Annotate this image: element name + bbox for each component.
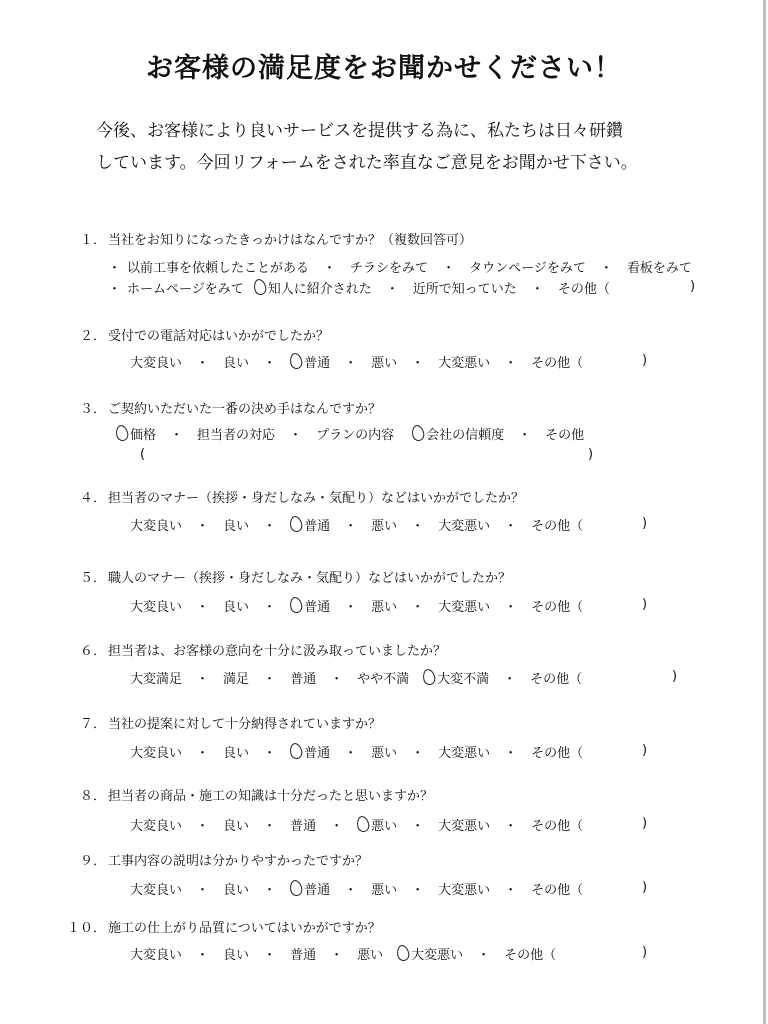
option-average[interactable]: 普通 xyxy=(304,356,331,371)
bullet: ・ xyxy=(411,600,425,615)
question-text: 施工の仕上がり品質についてはいかがですか？ xyxy=(108,921,381,936)
bullet: ・ xyxy=(504,746,518,761)
bullet: ・ xyxy=(344,883,358,898)
question-number: １０． xyxy=(66,921,106,936)
question-text: 担当者の商品・施工の知識は十分だったと思いますか？ xyxy=(108,789,434,804)
close-paren: ) xyxy=(690,279,696,294)
bullet: ・ xyxy=(518,428,532,443)
option-good[interactable]: 良い xyxy=(223,600,250,615)
bullet: ・ xyxy=(504,519,518,534)
close-paren: ) xyxy=(588,447,594,462)
page-title: お客様の満足度をお聞かせください！ xyxy=(146,53,622,84)
option-other[interactable]: その他（ xyxy=(531,883,584,898)
q1-options-row-2 xyxy=(108,278,610,297)
bullet: ・ xyxy=(442,261,456,276)
close-paren: ) xyxy=(672,669,678,684)
bullet: ・ xyxy=(196,600,210,615)
q3-options xyxy=(116,424,584,443)
option-average[interactable]: 普通 xyxy=(304,519,331,534)
question-number: ４． xyxy=(79,491,106,506)
option-bad[interactable]: 悪い xyxy=(371,883,398,898)
bullet: ・ xyxy=(344,356,358,371)
q9-options xyxy=(130,879,583,898)
question-1 xyxy=(66,229,472,248)
option-bad[interactable]: 悪い xyxy=(357,948,384,963)
bullet: ・ xyxy=(196,819,210,834)
bullet: ・ xyxy=(385,282,399,297)
option-other[interactable]: その他（ xyxy=(531,600,584,615)
handwritten-circle-mark xyxy=(289,352,304,370)
option-good[interactable]: 良い xyxy=(223,948,250,963)
q1-options-row-1 xyxy=(108,257,692,276)
bullet: ・ xyxy=(330,948,344,963)
option-average[interactable]: 普通 xyxy=(304,883,331,898)
question-7 xyxy=(66,713,381,732)
bullet: ・ xyxy=(108,282,122,297)
close-paren: ) xyxy=(642,945,648,960)
bullet: ・ xyxy=(411,519,425,534)
bullet: ・ xyxy=(344,746,358,761)
option-very-bad[interactable]: 大変悪い xyxy=(438,883,491,898)
bullet: ・ xyxy=(344,519,358,534)
q8-options xyxy=(130,815,583,834)
handwritten-circle-mark xyxy=(422,668,437,686)
question-2 xyxy=(66,325,329,344)
option-previous-work[interactable]: 以前工事を依頼したことがある xyxy=(127,261,310,276)
bullet: ・ xyxy=(263,819,277,834)
bullet: ・ xyxy=(477,948,491,963)
option-very-good[interactable]: 大変良い xyxy=(130,356,183,371)
question-number: ５． xyxy=(79,571,106,586)
option-other[interactable]: その他（ xyxy=(504,948,557,963)
option-town-page[interactable]: タウンページをみて xyxy=(469,261,586,276)
option-other[interactable]: その他（ xyxy=(531,819,584,834)
bullet: ・ xyxy=(289,428,303,443)
option-homepage[interactable]: ホームページをみて xyxy=(127,282,244,297)
bullet: ・ xyxy=(330,672,344,687)
option-good[interactable]: 良い xyxy=(223,819,250,834)
question-text: 担当者のマナー（挨拶・身だしなみ・気配り）などはいかがでしたか？ xyxy=(108,491,525,506)
option-good[interactable]: 良い xyxy=(223,746,250,761)
intro-line-2: しています。今回リフォームをされた率直なご意見をお聞かせ下さい。 xyxy=(96,153,638,173)
option-staff-response[interactable]: 担当者の対応 xyxy=(197,428,276,443)
option-good[interactable]: 良い xyxy=(223,356,250,371)
option-other[interactable]: その他（ xyxy=(531,356,584,371)
option-very-good[interactable]: 大変良い xyxy=(130,948,183,963)
option-average[interactable]: 普通 xyxy=(290,672,317,687)
bullet: ・ xyxy=(411,746,425,761)
question-number: ３． xyxy=(79,402,106,417)
bullet: ・ xyxy=(263,519,277,534)
handwritten-circle-mark xyxy=(289,596,304,614)
question-number: １． xyxy=(79,233,106,248)
question-text: 工事内容の説明は分かりやすかったですか？ xyxy=(108,854,369,869)
question-number: ７． xyxy=(79,717,106,732)
option-good[interactable]: 良い xyxy=(223,519,250,534)
bullet: ・ xyxy=(330,819,344,834)
bullet: ・ xyxy=(196,948,210,963)
bullet: ・ xyxy=(263,672,277,687)
option-price[interactable]: 価格 xyxy=(130,428,157,443)
handwritten-circle-mark xyxy=(289,515,304,533)
question-text: 受付での電話対応はいかがでしたか？ xyxy=(108,329,330,344)
handwritten-circle-mark xyxy=(289,879,304,897)
bullet: ・ xyxy=(504,600,518,615)
option-other[interactable]: その他（ xyxy=(531,519,584,534)
q4-options xyxy=(130,515,583,534)
option-very-satisfied[interactable]: 大変満足 xyxy=(130,672,183,687)
option-very-bad[interactable]: 大変悪い xyxy=(411,948,464,963)
bullet: ・ xyxy=(108,261,122,276)
scan-edge xyxy=(763,0,766,1024)
bullet: ・ xyxy=(196,883,210,898)
bullet: ・ xyxy=(263,600,277,615)
question-text: ご契約いただいた一番の決め手はなんですか？ xyxy=(108,402,382,417)
option-very-bad[interactable]: 大変悪い xyxy=(438,600,491,615)
handwritten-circle-mark xyxy=(289,742,304,760)
question-4 xyxy=(66,487,524,506)
close-paren: ) xyxy=(642,816,648,831)
option-average[interactable]: 普通 xyxy=(290,819,317,834)
close-paren: ) xyxy=(642,353,648,368)
option-plan-content[interactable]: プランの内容 xyxy=(316,428,395,443)
bullet: ・ xyxy=(599,261,613,276)
intro-line-1: 今後、お客様により良いサービスを提供する為に、私たちは日々研鑽 xyxy=(96,121,623,141)
option-slightly-dissatisfied[interactable]: やや不満 xyxy=(357,672,410,687)
bullet: ・ xyxy=(411,356,425,371)
bullet: ・ xyxy=(263,948,277,963)
bullet: ・ xyxy=(411,819,425,834)
handwritten-circle-mark xyxy=(252,278,267,296)
option-company-trust[interactable]: 会社の信頼度 xyxy=(426,428,505,443)
option-other[interactable]: その他（ xyxy=(531,746,584,761)
close-paren: ) xyxy=(642,880,648,895)
option-bad[interactable]: 悪い xyxy=(371,746,398,761)
option-neighborhood[interactable]: 近所で知っていた xyxy=(412,282,517,297)
q2-options xyxy=(130,352,583,371)
option-very-bad[interactable]: 大変悪い xyxy=(438,819,491,834)
close-paren: ) xyxy=(642,516,648,531)
bullet: ・ xyxy=(170,428,184,443)
handwritten-circle-mark xyxy=(356,815,371,833)
question-8 xyxy=(66,785,433,804)
option-very-bad[interactable]: 大変悪い xyxy=(438,519,491,534)
bullet: ・ xyxy=(196,746,210,761)
close-paren: ) xyxy=(642,597,648,612)
option-very-good[interactable]: 大変良い xyxy=(130,519,183,534)
question-text: 当社の提案に対して十分納得されていますか？ xyxy=(108,717,382,732)
bullet: ・ xyxy=(504,356,518,371)
question-3 xyxy=(66,398,381,417)
q6-options xyxy=(130,668,582,687)
option-other[interactable]: その他 xyxy=(545,428,585,443)
option-bad[interactable]: 悪い xyxy=(371,356,398,371)
handwritten-circle-mark xyxy=(411,424,426,442)
option-other[interactable]: その他（ xyxy=(557,282,610,297)
question-number: ２． xyxy=(79,329,106,344)
option-very-dissatisfied[interactable]: 大変不満 xyxy=(437,672,490,687)
bullet: ・ xyxy=(411,883,425,898)
question-5 xyxy=(66,567,511,586)
option-bad[interactable]: 悪い xyxy=(371,600,398,615)
question-number: ９． xyxy=(79,854,106,869)
bullet: ・ xyxy=(323,261,337,276)
q10-options xyxy=(130,944,556,963)
close-paren: ) xyxy=(642,743,648,758)
bullet: ・ xyxy=(263,883,277,898)
question-text: 当社をお知りになったきっかけはなんですか？（複数回答可） xyxy=(108,233,473,248)
option-other[interactable]: その他（ xyxy=(530,672,583,687)
question-6 xyxy=(66,640,446,659)
question-9 xyxy=(66,850,368,869)
bullet: ・ xyxy=(530,282,544,297)
option-bad[interactable]: 悪い xyxy=(371,819,398,834)
bullet: ・ xyxy=(344,600,358,615)
option-flyer[interactable]: チラシをみて xyxy=(350,261,429,276)
option-very-good[interactable]: 大変良い xyxy=(130,746,183,761)
bullet: ・ xyxy=(263,356,277,371)
bullet: ・ xyxy=(504,883,518,898)
option-very-good[interactable]: 大変良い xyxy=(130,819,183,834)
option-bad[interactable]: 悪い xyxy=(371,519,398,534)
bullet: ・ xyxy=(503,672,517,687)
question-text: 担当者は、お客様の意向を十分に汲み取っていましたか？ xyxy=(108,644,447,659)
bullet: ・ xyxy=(196,519,210,534)
option-average[interactable]: 普通 xyxy=(290,948,317,963)
option-average[interactable]: 普通 xyxy=(304,746,331,761)
option-very-good[interactable]: 大変良い xyxy=(130,883,183,898)
option-very-good[interactable]: 大変良い xyxy=(130,600,183,615)
question-number: ６． xyxy=(79,644,106,659)
option-signboard[interactable]: 看板をみて xyxy=(626,261,692,276)
open-paren: ( xyxy=(140,447,146,462)
option-very-bad[interactable]: 大変悪い xyxy=(438,746,491,761)
handwritten-circle-mark xyxy=(396,944,411,962)
option-satisfied[interactable]: 満足 xyxy=(223,672,250,687)
bullet: ・ xyxy=(196,356,210,371)
option-very-bad[interactable]: 大変悪い xyxy=(438,356,491,371)
bullet: ・ xyxy=(504,819,518,834)
handwritten-circle-mark xyxy=(114,424,129,442)
bullet: ・ xyxy=(263,746,277,761)
option-average[interactable]: 普通 xyxy=(304,600,331,615)
q5-options xyxy=(130,596,583,615)
bullet: ・ xyxy=(196,672,210,687)
question-10 xyxy=(66,917,381,936)
question-text: 職人のマナー（挨拶・身だしなみ・気配り）などはいかがでしたか？ xyxy=(108,571,512,586)
option-referral[interactable]: 知人に紹介された xyxy=(267,282,372,297)
q7-options xyxy=(130,742,583,761)
question-number: ８． xyxy=(79,789,106,804)
option-good[interactable]: 良い xyxy=(223,883,250,898)
